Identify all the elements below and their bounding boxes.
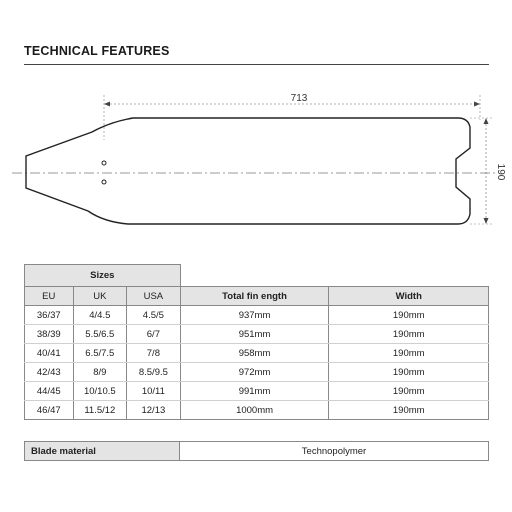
cell-total-length: 1000mm bbox=[180, 401, 329, 420]
table-row bbox=[25, 306, 489, 325]
material-table bbox=[24, 441, 489, 461]
sizes-group-header: Sizes bbox=[25, 265, 181, 287]
fin-outline bbox=[26, 118, 470, 224]
col-header-eu: EU bbox=[25, 287, 74, 306]
cell-total-length: 958mm bbox=[180, 344, 329, 363]
cell-eu: 38/39 bbox=[25, 325, 74, 344]
cell-eu: 40/41 bbox=[25, 344, 74, 363]
cell-width: 190mm bbox=[329, 306, 489, 325]
cell-eu: 42/43 bbox=[25, 363, 74, 382]
cell-usa: 10/11 bbox=[127, 382, 181, 401]
col-header-usa: USA bbox=[127, 287, 181, 306]
table-row bbox=[25, 363, 489, 382]
width-dimension-label: 190 bbox=[495, 163, 506, 181]
cell-width: 190mm bbox=[329, 344, 489, 363]
cell-uk: 4/4.5 bbox=[73, 306, 127, 325]
cell-total-length: 991mm bbox=[180, 382, 329, 401]
cell-eu: 36/37 bbox=[25, 306, 74, 325]
page-title: TECHNICAL FEATURES bbox=[24, 44, 170, 58]
cell-total-length: 951mm bbox=[180, 325, 329, 344]
col-header-total-length: Total fin ength bbox=[180, 287, 329, 306]
cell-total-length: 937mm bbox=[180, 306, 329, 325]
cell-eu: 44/45 bbox=[25, 382, 74, 401]
cell-uk: 6.5/7.5 bbox=[73, 344, 127, 363]
blade-material-value: Technopolymer bbox=[180, 442, 489, 461]
cell-eu: 46/47 bbox=[25, 401, 74, 420]
length-dimension-label: 713 bbox=[290, 93, 308, 104]
cell-usa: 7/8 bbox=[127, 344, 181, 363]
table-row bbox=[25, 382, 489, 401]
sizes-table bbox=[24, 264, 489, 420]
mount-hole-bottom bbox=[102, 180, 106, 184]
cell-usa: 12/13 bbox=[127, 401, 181, 420]
cell-uk: 8/9 bbox=[73, 363, 127, 382]
table-row bbox=[25, 325, 489, 344]
cell-uk: 10/10.5 bbox=[73, 382, 127, 401]
cell-uk: 11.5/12 bbox=[73, 401, 127, 420]
table-row bbox=[25, 401, 489, 420]
cell-usa: 4.5/5 bbox=[127, 306, 181, 325]
cell-usa: 8.5/9.5 bbox=[127, 363, 181, 382]
cell-total-length: 972mm bbox=[180, 363, 329, 382]
cell-width: 190mm bbox=[329, 325, 489, 344]
cell-width: 190mm bbox=[329, 363, 489, 382]
blade-material-label: Blade material bbox=[25, 442, 180, 461]
cell-usa: 6/7 bbox=[127, 325, 181, 344]
cell-width: 190mm bbox=[329, 382, 489, 401]
col-header-uk: UK bbox=[73, 287, 127, 306]
cell-uk: 5.5/6.5 bbox=[73, 325, 127, 344]
cell-width: 190mm bbox=[329, 401, 489, 420]
table-row bbox=[25, 344, 489, 363]
col-header-width: Width bbox=[329, 287, 489, 306]
mount-hole-top bbox=[102, 161, 106, 165]
